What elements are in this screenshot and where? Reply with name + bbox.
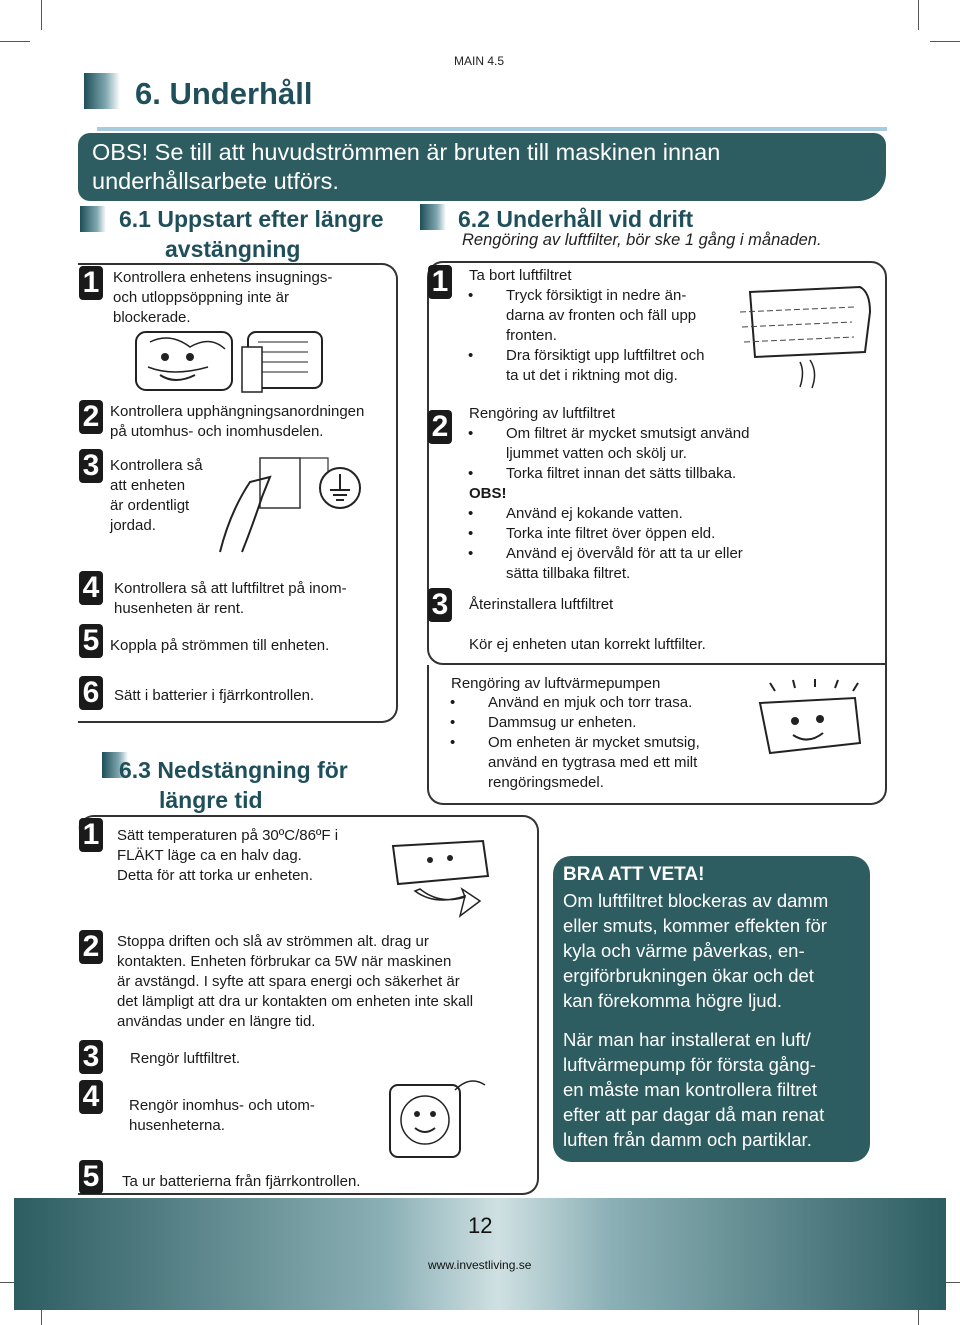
text-line: ta ut det i riktning mot dig.: [506, 367, 678, 384]
step-number: 3: [79, 1040, 103, 1074]
s61-step1-text: [113, 268, 332, 328]
text-line: FLÄKT läge ca en halv dag.: [117, 847, 302, 864]
s61-step5-text: [110, 636, 329, 656]
s62-step2-bullet: [506, 424, 749, 464]
s62-step1-head: Ta bort luftfiltret: [469, 267, 572, 284]
text-line: När man har installerat en luft/: [563, 1029, 811, 1050]
text-line: Detta för att torka ur enheten.: [117, 867, 313, 884]
text-line: Kontrollera upphängningsanordningen: [110, 403, 365, 420]
step-number: 3: [79, 449, 103, 483]
info-title: BRA ATT VETA!: [563, 864, 705, 885]
text-line: och utloppsöppning inte är: [113, 289, 289, 306]
s61-step4-text: [114, 579, 347, 619]
heatpump-bullet: [488, 733, 700, 793]
plug-illustration: [200, 452, 370, 562]
info-paragraph-1: [563, 888, 860, 1013]
text-line: Kontrollera så: [110, 457, 203, 474]
step-number: 1: [79, 818, 103, 852]
text-line: blockerade.: [113, 309, 191, 326]
step-number: 1: [79, 266, 103, 300]
step-number: 2: [79, 930, 103, 964]
text-line: Koppla på strömmen till enheten.: [110, 637, 330, 654]
heatpump-bullet: • Dammsug ur enheten.: [488, 713, 636, 733]
text-line: jordad.: [110, 517, 156, 534]
obs-line-2: underhållsarbete utförs.: [92, 168, 339, 194]
text-line: det lämpligt att dra ur kontakten om enheten inte skall: [117, 993, 474, 1010]
text-line: efter att par dagar då man renat: [563, 1104, 825, 1125]
text-line: • Om enheten är mycket smutsig,: [488, 734, 700, 751]
text-line: • Använd ej övervåld för att ta ur eller: [506, 545, 743, 562]
section-square: [420, 204, 446, 230]
text-line: rengöringsmedel.: [488, 774, 604, 791]
s61-step2-text: [110, 402, 364, 442]
section-square: [80, 206, 106, 232]
text-line: användas under en längre tid.: [117, 1013, 316, 1030]
section-62-subtitle: Rengöring av luftfilter, bör ske 1 gång i månaden.: [462, 231, 822, 249]
blocked-unit-illustration: [130, 327, 330, 397]
section-63-title-1: 6.3 Nedstängning för: [119, 757, 348, 783]
text-line: kyla och värme påverkas, en-: [563, 940, 805, 961]
text-line: att enheten: [110, 477, 186, 494]
text-line: Sätt i batterier i fjärrkontrollen.: [114, 687, 315, 704]
text-line: darna av fronten och fäll upp: [506, 307, 697, 324]
step-number: 5: [79, 624, 103, 658]
s62-obs-label: OBS!: [469, 485, 507, 502]
s62-step1-bullet: [506, 286, 696, 346]
text-line: • Om filtret är mycket smutsigt använd: [506, 425, 750, 442]
text-line: Stoppa driften och slå av strömmen alt. drag ur: [117, 933, 429, 950]
s63-step4-text: [129, 1096, 315, 1136]
text-line: kan förekomma högre ljud.: [563, 990, 783, 1011]
text-line: • Tryck försiktigt in nedre än-: [506, 287, 687, 304]
text-line: eller smuts, kommer effekten för: [563, 915, 827, 936]
s62-step2-bullet: • Använd ej kokande vatten.: [506, 504, 683, 524]
s61-step6-text: [114, 686, 314, 706]
s61-step3-text: [110, 456, 203, 536]
header-rule: [97, 127, 887, 131]
text-line: ergiförbrukningen ökar och det: [563, 965, 814, 986]
s62-step1-bullet: [506, 346, 704, 386]
obs-line-1: OBS! Se till att huvudströmmen är bruten till maskinen innan: [92, 139, 721, 165]
obs-banner: [78, 133, 886, 201]
text-line: använd en tygtrasa med ett milt: [488, 754, 698, 771]
heatpump-head: Rengöring av luftvärmepumpen: [451, 675, 661, 692]
step-number: 3: [428, 588, 452, 622]
text-line: Kontrollera så att luftfiltret på inom-: [114, 580, 347, 597]
section-61-title-1: 6.1 Uppstart efter längre: [119, 206, 384, 232]
text-line: Sätt temperaturen på 30ºC/86ºF i: [117, 827, 339, 844]
step-number: 2: [79, 400, 103, 434]
s62-warning: Kör ej enheten utan korrekt luftfilter.: [469, 636, 706, 653]
s63-step2-text: [117, 932, 473, 1032]
text-line: luftvärmepump för första gång-: [563, 1054, 816, 1075]
crop-mark: [930, 41, 960, 42]
text-line: är ordentligt: [110, 497, 190, 514]
step-number: 2: [428, 410, 452, 444]
outdoor-unit-illustration: [375, 1070, 495, 1170]
text-line: Rengör luftfiltret.: [130, 1050, 241, 1067]
text-line: på utomhus- och inomhusdelen.: [110, 423, 324, 440]
header-square: [84, 73, 120, 109]
text-line: luften från damm och partiklar.: [563, 1129, 812, 1150]
s62-step2-bullet: • Torka filtret innan det sätts tillbaka.: [506, 464, 736, 484]
s62-step3-head: Återinstallera luftfiltret: [469, 596, 614, 613]
step-number: 4: [79, 1080, 103, 1114]
page-number: 12: [468, 1213, 493, 1238]
step-number: 5: [79, 1160, 103, 1194]
s62-step2-bullet: [506, 544, 743, 584]
text-line: Kontrollera enhetens insugnings-: [113, 269, 333, 286]
text-line: husenheterna.: [129, 1117, 225, 1134]
text-line: Ta ur batterierna från fjärrkontrollen.: [122, 1173, 361, 1190]
section-62-title: 6.2 Underhåll vid drift: [458, 206, 694, 232]
crop-mark: [918, 0, 919, 30]
website-link[interactable]: www.investliving.se: [428, 1258, 532, 1272]
info-paragraph-2: [563, 1027, 860, 1152]
s63-step5-text: [122, 1172, 360, 1192]
crop-mark: [0, 41, 30, 42]
text-line: Rengör inomhus- och utom-: [129, 1097, 315, 1114]
s62-step2-bullet: • Torka inte filtret över öppen eld.: [506, 524, 715, 544]
happy-unit-illustration: [745, 683, 865, 783]
heatpump-bullet: • Använd en mjuk och torr trasa.: [488, 693, 692, 713]
text-line: är avstängd. I syfte att spara energi och säkerhet är: [117, 973, 460, 990]
text-line: fronten.: [506, 327, 557, 344]
info-box: [553, 856, 870, 1162]
s63-step3-text: [130, 1049, 240, 1069]
page-title: 6. Underhåll: [135, 76, 313, 111]
section-63-title-2: längre tid: [159, 787, 263, 813]
text-line: husenheten är rent.: [114, 600, 245, 617]
step-number: 6: [79, 676, 103, 710]
fan-mode-illustration: [385, 836, 495, 926]
s62-step2-head: Rengöring av luftfiltret: [469, 405, 615, 422]
step-number: 4: [79, 571, 103, 605]
text-line: sätta tillbaka filtret.: [506, 565, 631, 582]
indoor-unit-filter-illustration: [730, 282, 880, 392]
step-number: 1: [428, 265, 452, 299]
text-line: ljummet vatten och skölj ur.: [506, 445, 687, 462]
version-label: MAIN 4.5: [454, 54, 505, 68]
text-line: en måste man kontrollera filtret: [563, 1079, 817, 1100]
s63-step1-text: [117, 826, 338, 886]
text-line: Om luftfiltret blockeras av damm: [563, 890, 829, 911]
text-line: • Dra försiktigt upp luftfiltret och: [506, 347, 705, 364]
crop-mark: [41, 0, 42, 30]
text-line: kontakten. Enheten förbrukar ca 5W när maskinen: [117, 953, 452, 970]
section-61-title-2: avstängning: [165, 236, 301, 262]
